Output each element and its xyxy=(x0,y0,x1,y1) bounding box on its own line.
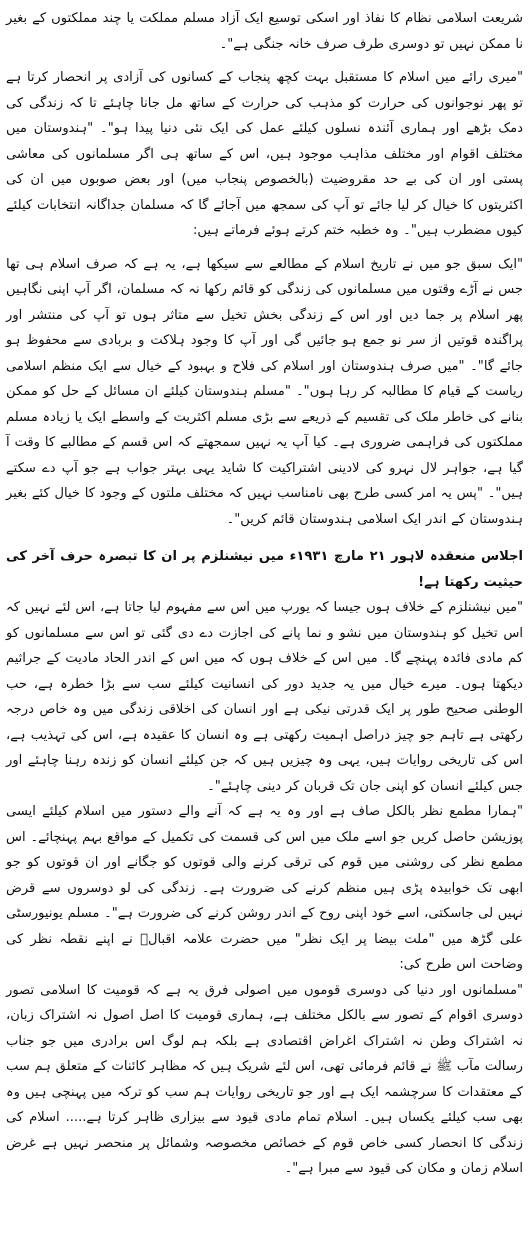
paragraph-lesson-of-history: "ایک سبق جو میں نے تاریخ اسلام کے مطالعے سے سیکھا ہے، یہ ہے کہ صرف اسلام ہی تھا جس نے آڑے وقتوں میں مسلمانوں کی زندگی کو قائم رکھا نہ کہ مسلمان، اگر آپ اپنی نگاہیں پھر اسلام پر جما دیں اور اس کے زندگی بخش تخیل سے متاثر ہوں تو آپ کی منتشر اور پراگندہ قوتیں از سر نو جمع ہو جائیں گی اور آپ کا وجود ہلاکت و بربادی سے محفوظ ہو جائے گا"۔ "میں صرف ہندوستان اور اسلام کی فلاح و بہبود کے خیال سے ایک منظم اسلامی ریاست کے قیام کا مطالبہ کر رہا ہوں"۔ "مسلم ہندوستان کیلئے ان مسائل کے حل کو ممکن بنانے کی خاطر ملک کی تقسیم کے ذریعے سے بڑی مسلم اکثریت کے واسطے ایک یا زیادہ مسلم مملکتوں کی فراہمی ضروری ہے۔ کیا آپ یہ نہیں سمجھتے کہ اس قسم کے مطالبے کا وقت آ گیا ہے، جواہر لال نہرو کی لادینی اشتراکیت کا شاید یہی بہتر جواب ہے جو آپ دے سکتے ہیں"۔ "پس یہ امر کسی طرح بھی نامناسب نہیں کہ مختلف ملتوں کے وجود کا خیال کئے بغیر ہندوستان کے اندر ایک اسلامی ہندوستان قائم کریں"۔ xyxy=(6,256,523,527)
paragraph-clear-objective: "ہمارا مطمع نظر بالکل صاف ہے اور وہ یہ ہے کہ آنے والے دستور میں اسلام کیلئے ایسی پوزیشن حاصل کریں جو اسے ملک میں اس کی قسمت کی تکمیل کے مواقع بہم پہنچائے۔ اس مطمع نظر کی روشنی میں قوم کی ترقی کرنے والی قوتوں کو جگانے اور ان قوتوں کو جو ابھی تک خوابیدہ پڑی ہیں منظم کرنے کی ضرورت ہے۔ زندگی کی لو دوسروں سے قرض نہیں لی جاسکتی، اسے خود اپنی روح کے اندر روشن کرنے کی ضرورت ہے"۔ مسلم یونیورسٹی علی گڑھ میں "ملت بیضا پر ایک نظر" میں حضرت علامہ اقبالؒ نے اپنے نقطہ نظر کی وضاحت اس طرح کی: xyxy=(6,804,523,972)
paragraph-against-nationalism: "میں نیشنلزم کے خلاف ہوں جیسا کہ یورپ میں اس سے مفہوم لیا جاتا ہے، اس لئے نہیں کہ اس تخیل کو ہندوستان میں نشو و نما پانے کی اجازت دے دی گئی تو اس سے مسلمانوں کو کم مادی فائدہ پہنچے گا۔ میں اس کے خلاف ہوں کہ میں اس کے اندر الحاد مادیت کے جراثیم دیکھتا ہوں۔ میرے خیال میں یہ جدید دور کی انسانیت کیلئے سب سے بڑا خطرہ ہے، حب الوطنی صحیح طور پر ایک قدرتی نیکی ہے اور انسان کی اخلاقی زندگی میں وہ خاص درجہ رکھتی ہے تاہم جو چیز دراصل اہمیت رکھتی ہے وہ انسان کا عقیدہ ہے، اس کی تہذیب ہے، اس کی تاریخی روایات ہیں، یہی وہ چیزیں ہیں کہ جن کیلئے انسان کو زندہ رہنا چاہئے اور جس کیلئے انسان کو اپنی جان تک قربان کر دینی چاہئے"۔ xyxy=(6,600,523,794)
paragraph-sharia-note: شریعت اسلامی نظام کا نفاذ اور اسکی توسیع ایک آزاد مسلم مملکت یا چند مملکتوں کے بغیر نا ممکن نہیں تو دوسری طرف صرف خانہ جنگی ہے"۔ xyxy=(6,11,523,52)
paragraph-lahore-session: اجلاس منعقدہ لاہور ۲۱ مارچ ۱۹۳۱ء میں نیشنلزم پر ان کا تبصرہ حرف آخر کی حیثیت رکھتا ہے! xyxy=(6,549,523,590)
paragraph-punjab-opinion: "میری رائے میں اسلام کا مستقبل بہت کچھ پنجاب کے کسانوں کی آزادی پر انحصار کرتا ہے تو پھر نوجوانوں کی حرارت کو مذہب کی حرارت کے ساتھ مل جانا چاہئے تا کہ زندگی کی دمک بڑھے اور ہماری آئندہ نسلوں کیلئے عمل کی ایک نئی دنیا پیدا ہو"۔ "ہندوستان میں مختلف اقوام اور مختلف مذاہب موجود ہیں، اس کے ساتھ ہی اگر مسلمانوں کی معاشی پستی اور ان کی بے حد مقروضیت (بالخصوص پنجاب میں) اور بعض صوبوں میں ان کی اکثریتوں کا خیال کر لیا جائے تو آپ کی سمجھ میں آجائے گا کہ مسلمان جداگانہ انتخابات کیلئے کیوں مضطرب ہیں"۔ وہ خطبہ ختم کرتے ہوئے فرماتے ہیں: xyxy=(6,70,523,238)
paragraph-principle-difference: "مسلمانوں اور دنیا کی دوسری قوموں میں اصولی فرق یہ ہے کہ قومیت کا اسلامی تصور دوسری اقوام کے تصور سے بالکل مختلف ہے، ہماری قومیت کا اصل اصول نہ اشتراک زبان، نہ اشتراک وطن نہ اشتراک اغراض اقتصادی ہے بلکہ ہم لوگ اس برادری میں جو جناب رسالت مآب ﷺ نے قائم فرمائی تھی، اس لئے شریک ہیں کہ مظاہر کائنات کے متعلق ہم سب کے معتقدات کا سرچشمہ ایک ہے اور جو تاریخی روایات ہم سب کو ترکہ میں پہنچی ہیں وہ بھی سب کیلئے یکساں ہیں۔ اسلام تمام مادی قیود سے بیزاری ظاہر کرتا ہے..... اسلام کی زندگی کا انحصار کسی خاص قوم کے خصائص مخصوصہ وشمائل پر منحصر نہیں ہے غرض اسلام زمان و مکان کی قیود سے مبرا ہے"۔ xyxy=(6,982,523,1176)
